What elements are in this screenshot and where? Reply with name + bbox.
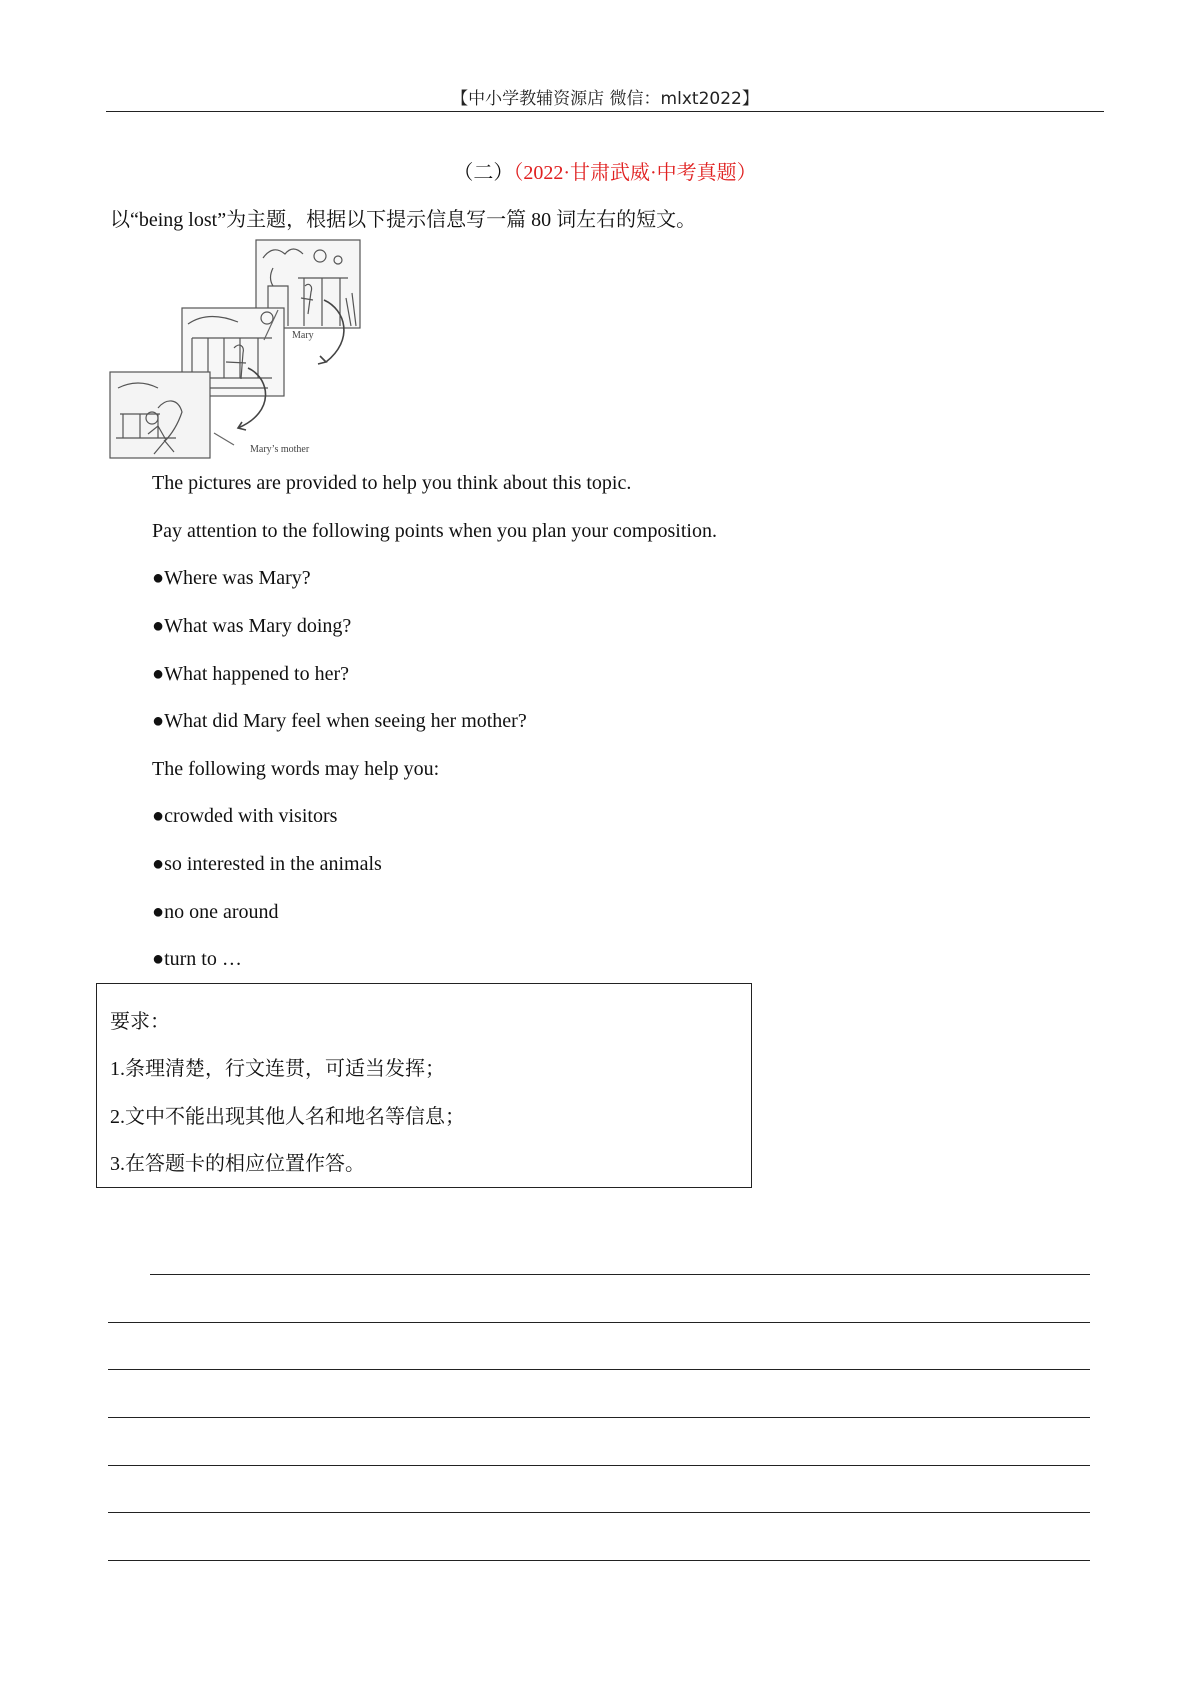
- requirements-box: [96, 983, 752, 1188]
- answer-line[interactable]: [150, 1274, 1090, 1275]
- question-point: ●What happened to her?: [152, 663, 349, 685]
- question-source: （2022·甘肃武威·中考真题）: [513, 162, 757, 184]
- answer-line[interactable]: [108, 1417, 1090, 1418]
- label-mary: Mary: [292, 330, 314, 341]
- section-number: （二）: [453, 162, 514, 184]
- answer-line[interactable]: [108, 1512, 1090, 1513]
- section-title: [106, 156, 1104, 185]
- answer-line[interactable]: [108, 1560, 1090, 1561]
- answer-line[interactable]: [108, 1465, 1090, 1466]
- prompt-line: The following words may help you:: [152, 758, 440, 780]
- question-point: ●Where was Mary?: [152, 567, 311, 589]
- requirement-item: 3.在答题卡的相应位置作答。: [110, 1153, 365, 1175]
- writing-instruction: 以“being lost”为主题，根据以下提示信息写一篇 80 词左右的短文。: [110, 209, 697, 231]
- answer-line[interactable]: [108, 1322, 1090, 1323]
- word-hint: ●crowded with visitors: [152, 805, 338, 827]
- picture-prompt: [108, 238, 368, 460]
- requirement-item: 2.文中不能出现其他人名和地名等信息；: [110, 1106, 465, 1128]
- page-header: 【中小学教辅资源店 微信：mlxt2022】: [451, 89, 759, 109]
- header-rule: [106, 111, 1104, 112]
- question-point: ●What was Mary doing?: [152, 615, 352, 637]
- word-hint: ●no one around: [152, 901, 279, 923]
- requirements-title: 要求：: [110, 1011, 170, 1033]
- question-point: ●What did Mary feel when seeing her mother?: [152, 710, 527, 732]
- word-hint: ●turn to …: [152, 948, 242, 970]
- prompt-line: The pictures are provided to help you think about this topic.: [152, 472, 632, 494]
- label-mary-mother: Mary’s mother: [250, 444, 310, 455]
- answer-line[interactable]: [108, 1369, 1090, 1370]
- prompt-line: Pay attention to the following points when you plan your composition.: [152, 520, 717, 542]
- requirement-item: 1.条理清楚，行文连贯，可适当发挥；: [110, 1058, 445, 1080]
- word-hint: ●so interested in the animals: [152, 853, 382, 875]
